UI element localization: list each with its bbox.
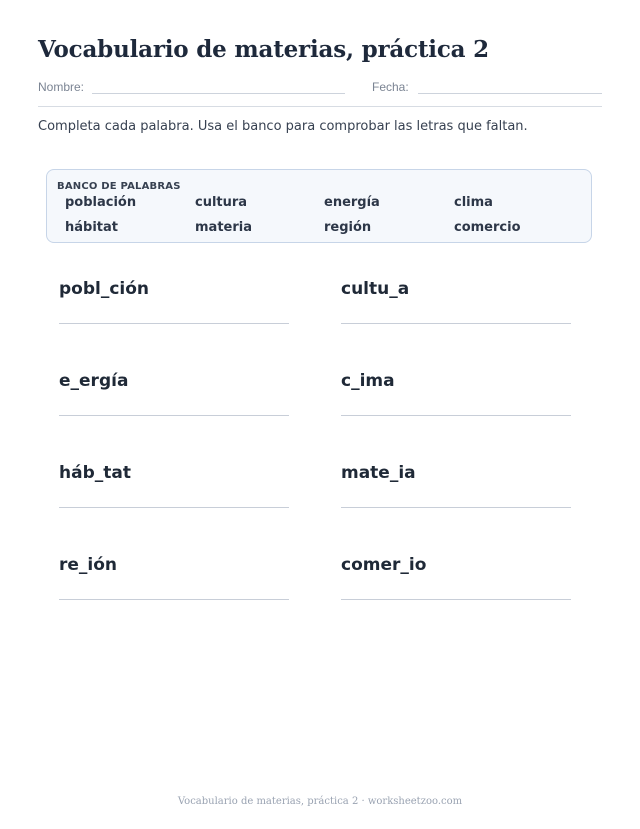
answer-line[interactable] [59, 599, 289, 600]
exercise-word: cultu_a [341, 279, 410, 299]
exercise-word: e_ergía [59, 371, 129, 391]
exercise-word: mate_ia [341, 463, 416, 483]
word-bank-word: energía [324, 195, 380, 210]
answer-line[interactable] [59, 507, 289, 508]
word-bank-word: hábitat [65, 220, 118, 235]
answer-line[interactable] [341, 415, 571, 416]
exercise-word: re_ión [59, 555, 118, 575]
exercise-word: c_ima [341, 371, 395, 391]
word-bank-word: región [324, 220, 372, 235]
word-bank-word: población [65, 195, 137, 210]
word-bank [46, 169, 592, 243]
answer-line[interactable] [341, 599, 571, 600]
name-label: Nombre: [38, 80, 85, 94]
name-write-line[interactable] [92, 93, 345, 94]
answer-line[interactable] [59, 323, 289, 324]
word-bank-word: cultura [195, 195, 248, 210]
answer-line[interactable] [341, 507, 571, 508]
worksheet-title: Vocabulario de materias, práctica 2 [38, 36, 489, 63]
word-bank-word: comercio [454, 220, 521, 235]
exercise-word: háb_tat [59, 463, 131, 483]
word-bank-word: clima [454, 195, 493, 210]
date-write-line[interactable] [418, 93, 602, 94]
date-label: Fecha: [372, 80, 409, 94]
exercise-word: pobl_ción [59, 279, 150, 299]
name-date-row [38, 80, 602, 107]
instructions: Completa cada palabra. Usa el banco para comprobar las letras que faltan. [38, 119, 528, 134]
exercise-word: comer_io [341, 555, 427, 575]
answer-line[interactable] [341, 323, 571, 324]
word-bank-word: materia [195, 220, 252, 235]
page-footer: Vocabulario de materias, práctica 2 · worksheetzoo.com [177, 796, 463, 807]
answer-line[interactable] [59, 415, 289, 416]
word-bank-title: BANCO DE PALABRAS [57, 181, 181, 192]
